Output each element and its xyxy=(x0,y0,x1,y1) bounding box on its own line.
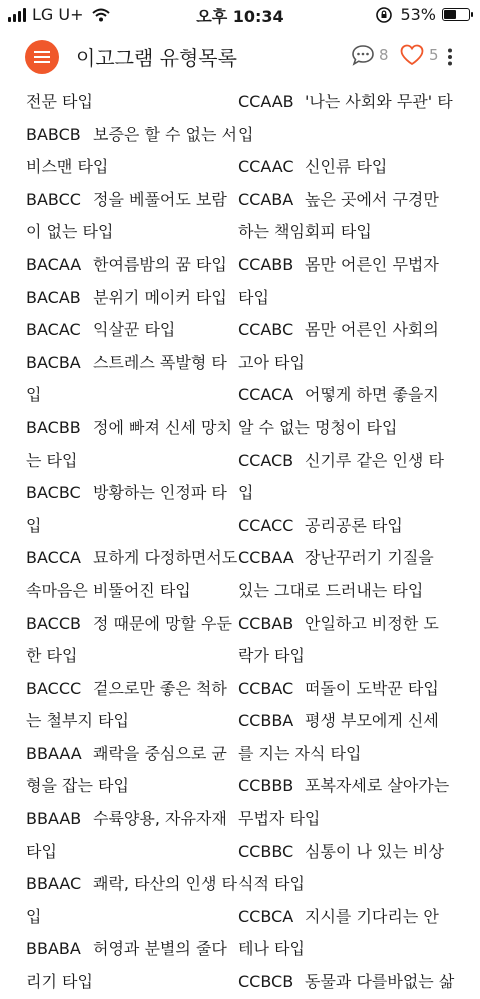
list-line: CCBBB 포복자세로 살아가는 xyxy=(238,776,450,796)
status-bar xyxy=(0,0,480,28)
list-line: BBAAC 쾌락, 타산의 인생 타 xyxy=(26,874,237,894)
status-time: 오후 10:34 xyxy=(196,7,284,26)
list-line: CCAAC 신인류 타입 xyxy=(238,157,388,177)
list-line: BACAC 익살꾼 타입 xyxy=(26,320,176,340)
list-line: CCBBA 평생 부모에게 신세 xyxy=(238,711,439,731)
battery-icon xyxy=(442,8,470,21)
list-line: 리기 타입 xyxy=(26,972,93,992)
list-line: 입 xyxy=(238,483,254,503)
list-line: 속마음은 비뚤어진 타입 xyxy=(26,580,191,600)
page-title: 이고그램 유형목록 xyxy=(76,46,237,70)
list-line: BACBB 정에 빠져 신세 망치 xyxy=(26,417,232,437)
list-line: 하는 책임회피 타입 xyxy=(238,222,372,242)
comment-button[interactable] xyxy=(351,44,389,66)
list-line: CCBAA 장난꾸러기 기질을 xyxy=(238,548,434,568)
list-line: CCBAC 떠돌이 도박꾼 타입 xyxy=(238,678,439,698)
list-line: BACCC 겉으로만 좋은 척하 xyxy=(26,678,227,698)
list-line: CCABB 몸만 어른인 무법자 xyxy=(238,254,439,274)
list-line: 식적 타입 xyxy=(238,874,305,894)
list-line: 는 타입 xyxy=(26,450,78,470)
list-line: BACCA 묘하게 다정하면서도 xyxy=(26,548,238,568)
list-line: BACCB 정 때문에 망할 우둔 xyxy=(26,613,232,633)
status-right xyxy=(376,5,470,24)
list-line: 무법자 타입 xyxy=(238,809,321,829)
menu-button[interactable] xyxy=(25,40,59,74)
more-options-icon[interactable] xyxy=(447,48,453,66)
list-line: CCBCA 지시를 기다리는 안 xyxy=(238,906,439,926)
left-column xyxy=(26,86,246,999)
list-line: 타입 xyxy=(238,287,269,307)
list-line: 입 xyxy=(26,515,42,535)
list-line: 고아 타입 xyxy=(238,352,305,372)
list-line: 있는 그대로 드러내는 타입 xyxy=(238,580,424,600)
list-line: CCAAB '나는 사회와 무관' 타 xyxy=(238,92,453,111)
list-line: 는 철부지 타입 xyxy=(26,711,129,731)
hamburger-icon xyxy=(34,51,50,63)
list-line: 형을 잡는 타입 xyxy=(26,776,129,796)
list-line: 입 xyxy=(26,385,42,405)
list-line: CCACA 어떻게 하면 좋을지 xyxy=(238,385,439,405)
list-line: CCACC 공리공론 타입 xyxy=(238,515,403,535)
list-line: BBAAB 수륙양용, 자유자재 xyxy=(26,809,227,829)
list-line: 입 xyxy=(26,906,42,926)
list-line: BACAB 분위기 메이커 타입 xyxy=(26,287,227,307)
list-line: 전문 타입 xyxy=(26,92,93,111)
app-bar xyxy=(0,28,480,86)
list-line: 입 xyxy=(238,124,254,144)
list-line: BBABA 허영과 분별의 줄다 xyxy=(26,939,227,959)
heart-icon xyxy=(399,43,425,67)
like-button[interactable] xyxy=(399,43,439,67)
list-line: 비스맨 타입 xyxy=(26,157,109,177)
list-line: CCACB 신기루 같은 인생 타 xyxy=(238,450,444,470)
list-line: BBAAA 쾌락을 중심으로 균 xyxy=(26,743,227,763)
list-line: CCABC 몸만 어른인 사회의 xyxy=(238,320,439,340)
carrier-label: LG U+ xyxy=(32,5,84,24)
list-line: 락가 타입 xyxy=(238,646,305,666)
rotation-lock-icon xyxy=(376,7,392,23)
list-line: BACBA 스트레스 폭발형 타 xyxy=(26,352,227,372)
list-line: CCBAB 안일하고 비정한 도 xyxy=(238,613,439,633)
list-line: CCBCB 동물과 다를바없는 삶 xyxy=(238,972,455,992)
list-line: 한 타입 xyxy=(26,646,78,666)
list-line: 타입 xyxy=(26,841,57,861)
list-line: BACBC 방황하는 인정파 타 xyxy=(26,483,227,503)
list-line: 알 수 없는 멍청이 타입 xyxy=(238,417,398,437)
list-line: 이 없는 타입 xyxy=(26,222,114,242)
battery-percent: 53% xyxy=(400,5,436,24)
list-line: CCBBC 심통이 나 있는 비상 xyxy=(238,841,444,861)
list-line: BABCB 보증은 할 수 없는 서 xyxy=(26,124,237,144)
like-count: 5 xyxy=(429,46,439,64)
list-line: BACAA 한여름밤의 꿈 타입 xyxy=(26,254,227,274)
list-line: 테나 타입 xyxy=(238,939,305,959)
comment-icon xyxy=(351,44,375,66)
list-line: BABCC 정을 베풀어도 보람 xyxy=(26,189,227,209)
list-line: 를 지는 자식 타입 xyxy=(238,743,362,763)
right-column xyxy=(238,86,468,999)
list-line: CCABA 높은 곳에서 구경만 xyxy=(238,189,439,209)
comment-count: 8 xyxy=(379,46,389,64)
